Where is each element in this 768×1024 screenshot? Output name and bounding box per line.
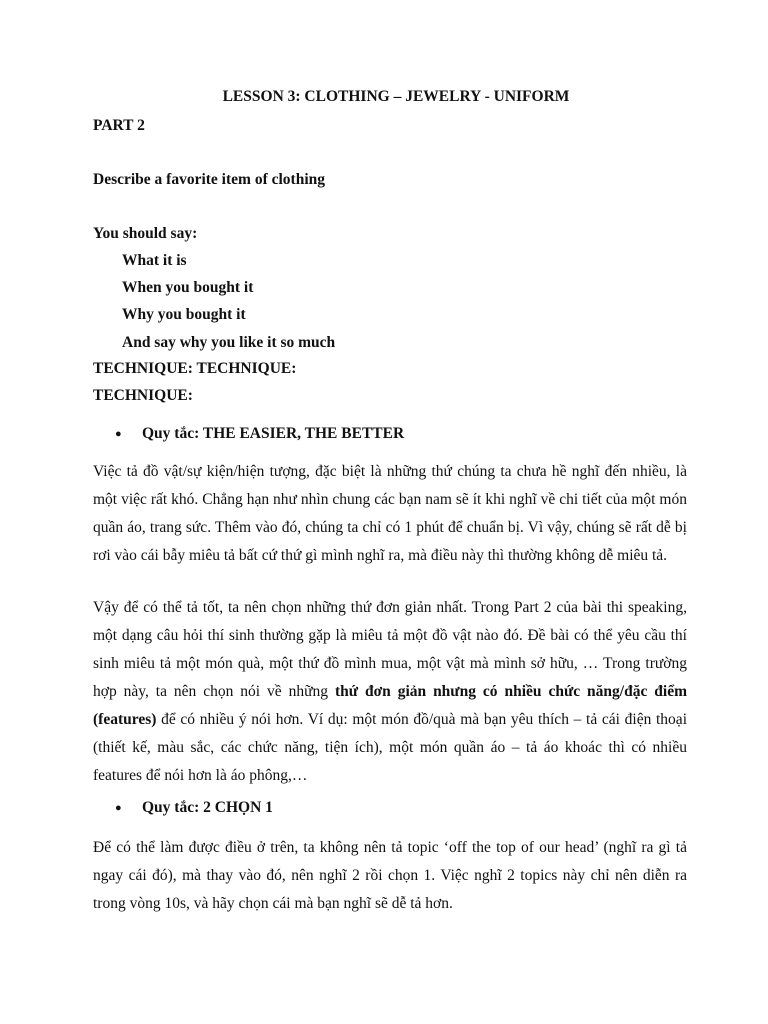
rule1-paragraph-1-text: Việc tả đồ vật/sự kiện/hiện tượng, đặc biệt là những thứ chúng ta chưa hề nghĩ đến nhiều, là một việc rất khó. Chẳng hạn như nhìn chung các bạn nam sẽ ít khi nghĩ về chi tiết của một món quần áo, trang sức. Thêm vào đó, chúng ta chỉ có 1 phút để chuẩn bị. Vì vậy, chúng sẽ rất dễ bị rơi vào cái bẫy miêu tả bất cứ thứ gì mình nghĩ ra, mà điều này thì thường không dễ miêu tả. bbox=[93, 463, 687, 564]
rule2-heading bbox=[142, 798, 273, 818]
lesson-title: LESSON 3: CLOTHING – JEWELRY - UNIFORM bbox=[222, 88, 570, 105]
rule1-heading-title: THE EASIER, THE BETTER bbox=[202, 425, 405, 442]
prompt-item: And say why you like it so much bbox=[122, 334, 336, 351]
rule1-paragraph-2-part-a: Vậy để có thể tả tốt, ta nên chọn những thứ đơn giản nhất. Trong Part 2 của bài thi speaking, một dạng câu hỏi thí sinh thường gặp là miêu tả một đồ vật nào đó. Đề bài có thể yêu cầu thí sinh miêu tả một món quà, một thứ đồ mình mua, một vật mà mình sở hữu, … Trong trường hợp này, ta nên chọn nói về những bbox=[93, 599, 687, 700]
prompt-item: Why you bought it bbox=[122, 306, 246, 323]
rule1-paragraph-1 bbox=[93, 458, 687, 570]
part-heading: PART 2 bbox=[93, 117, 145, 134]
bullet-icon: ● bbox=[115, 428, 122, 440]
rule1-heading-prefix: Quy tắc: bbox=[142, 425, 203, 442]
rule1-heading bbox=[142, 424, 404, 444]
rule1-paragraph-2-text bbox=[93, 594, 687, 790]
topic-heading: Describe a favorite item of clothing bbox=[93, 171, 326, 188]
prompt-item: When you bought it bbox=[122, 279, 254, 296]
rule1-paragraph-2 bbox=[93, 594, 687, 790]
bullet-icon: ● bbox=[115, 802, 122, 814]
should-say-label: You should say: bbox=[93, 225, 198, 242]
rule2-paragraph bbox=[93, 834, 687, 918]
prompt-item: What it is bbox=[122, 252, 187, 269]
technique-heading: TECHNIQUE: bbox=[93, 387, 193, 404]
rule1-paragraph-2-part-b: để có nhiều ý nói hơn. Ví dụ: một món đồ/quà mà bạn yêu thích – tả cái điện thoại (thiết kế, màu sắc, các chức năng, tiện ích), một món quần áo – tả áo khoác thì có nhiều features để nói hơn là áo phông,… bbox=[93, 711, 687, 784]
rule2-heading-title: 2 CHỌN 1 bbox=[203, 799, 273, 816]
rule2-paragraph-text: Để có thể làm được điều ở trên, ta không nên tả topic ‘off the top of our head’ (nghĩ ra gì tả ngay cái đó), mà thay vào đó, nên nghĩ 2 rồi chọn 1. Việc nghĩ 2 topics này chỉ nên diễn ra trong vòng 10s, và hãy chọn cái mà bạn nghĩ sẽ dễ tả hơn. bbox=[93, 839, 687, 912]
technique-heading: TECHNIQUE: TECHNIQUE: bbox=[93, 360, 297, 377]
rule1-paragraph-2-emphasis: thứ đơn giản nhưng có nhiều chức năng/đặc điểm (features) bbox=[93, 683, 688, 728]
rule2-heading-prefix: Quy tắc: bbox=[142, 799, 204, 816]
